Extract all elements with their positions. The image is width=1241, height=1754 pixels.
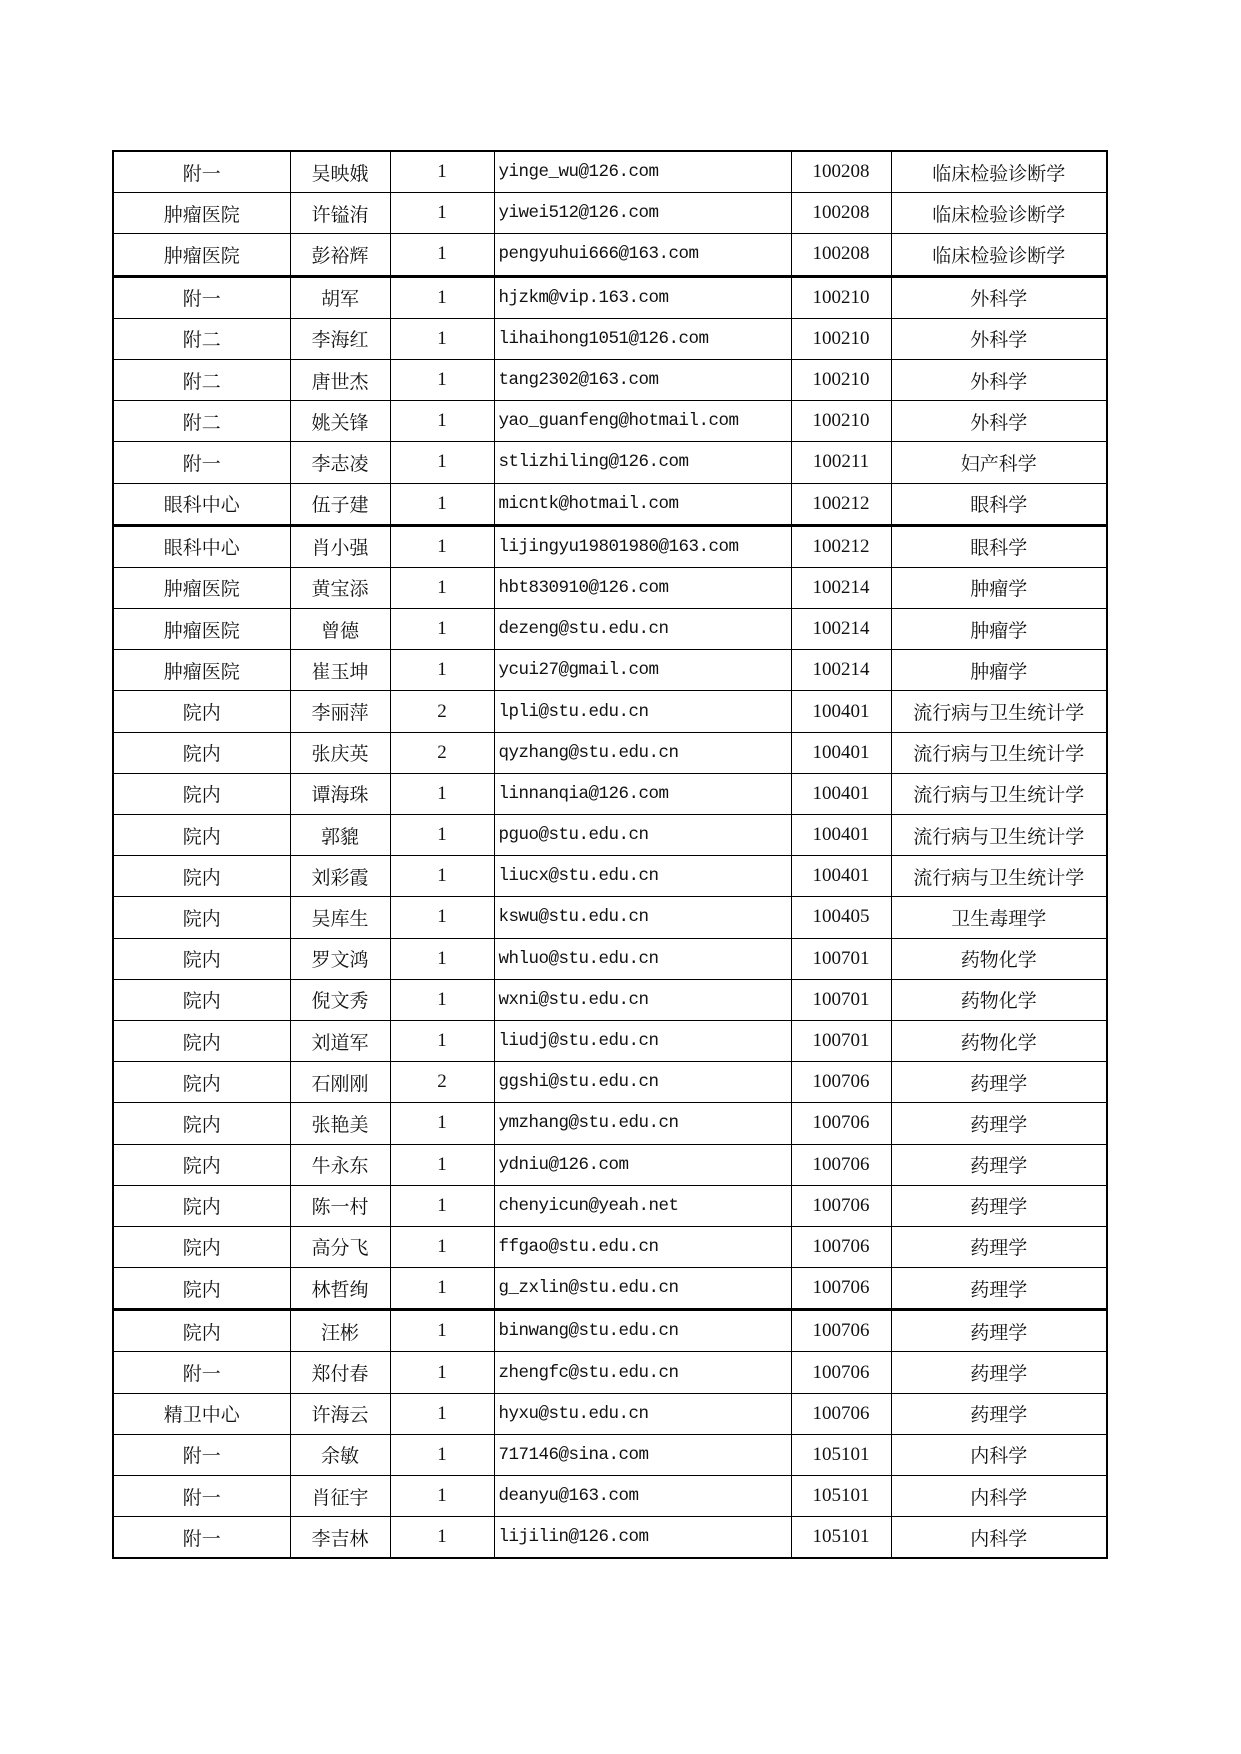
supervisor-table [112, 150, 1108, 1559]
unit-cell: 院内 [113, 1144, 290, 1185]
name-cell: 黄宝添 [290, 567, 390, 608]
major-cell: 流行病与卫生统计学 [891, 732, 1107, 773]
unit-cell: 眼科中心 [113, 525, 290, 567]
major-cell: 药理学 [891, 1062, 1107, 1103]
major-cell: 肿瘤学 [891, 567, 1107, 608]
major-cell: 内科学 [891, 1434, 1107, 1475]
count-cell: 1 [390, 1103, 494, 1144]
code-cell: 100706 [791, 1352, 891, 1393]
unit-cell: 院内 [113, 732, 290, 773]
table-row [113, 151, 1107, 193]
name-cell: 陈一村 [290, 1185, 390, 1226]
unit-cell: 院内 [113, 1268, 290, 1310]
name-cell: 彭裕辉 [290, 234, 390, 276]
code-cell: 100208 [791, 234, 891, 276]
unit-cell: 肿瘤医院 [113, 234, 290, 276]
email-cell: ffgao@stu.edu.cn [494, 1226, 791, 1267]
email-cell: linnanqia@126.com [494, 773, 791, 814]
name-cell: 余敏 [290, 1434, 390, 1475]
email-cell: whluo@stu.edu.cn [494, 938, 791, 979]
email-cell: stlizhiling@126.com [494, 442, 791, 483]
count-cell: 1 [390, 483, 494, 525]
code-cell: 100706 [791, 1226, 891, 1267]
unit-cell: 院内 [113, 773, 290, 814]
count-cell: 2 [390, 1062, 494, 1103]
email-cell: g_zxlin@stu.edu.cn [494, 1268, 791, 1310]
count-cell: 1 [390, 1517, 494, 1559]
code-cell: 100210 [791, 359, 891, 400]
unit-cell: 肿瘤医院 [113, 193, 290, 234]
name-cell: 牛永东 [290, 1144, 390, 1185]
name-cell: 崔玉坤 [290, 650, 390, 691]
name-cell: 石刚刚 [290, 1062, 390, 1103]
major-cell: 内科学 [891, 1476, 1107, 1517]
table-row [113, 1434, 1107, 1475]
major-cell: 药理学 [891, 1352, 1107, 1393]
count-cell: 1 [390, 609, 494, 650]
name-cell: 刘道军 [290, 1020, 390, 1061]
table-row [113, 1103, 1107, 1144]
email-cell: hbt830910@126.com [494, 567, 791, 608]
code-cell: 100214 [791, 609, 891, 650]
count-cell: 1 [390, 1476, 494, 1517]
count-cell: 1 [390, 234, 494, 276]
unit-cell: 肿瘤医院 [113, 609, 290, 650]
count-cell: 1 [390, 1185, 494, 1226]
code-cell: 100210 [791, 401, 891, 442]
code-cell: 100401 [791, 815, 891, 856]
count-cell: 1 [390, 567, 494, 608]
major-cell: 外科学 [891, 318, 1107, 359]
count-cell: 1 [390, 318, 494, 359]
major-cell: 临床检验诊断学 [891, 234, 1107, 276]
unit-cell: 肿瘤医院 [113, 567, 290, 608]
email-cell: liucx@stu.edu.cn [494, 856, 791, 897]
unit-cell: 院内 [113, 1226, 290, 1267]
major-cell: 外科学 [891, 401, 1107, 442]
email-cell: yinge_wu@126.com [494, 151, 791, 193]
code-cell: 100706 [791, 1268, 891, 1310]
major-cell: 流行病与卫生统计学 [891, 815, 1107, 856]
code-cell: 100706 [791, 1103, 891, 1144]
table-row [113, 979, 1107, 1020]
major-cell: 药物化学 [891, 979, 1107, 1020]
email-cell: 717146@sina.com [494, 1434, 791, 1475]
code-cell: 105101 [791, 1517, 891, 1559]
unit-cell: 附一 [113, 1476, 290, 1517]
major-cell: 肿瘤学 [891, 609, 1107, 650]
code-cell: 100706 [791, 1393, 891, 1434]
email-cell: dezeng@stu.edu.cn [494, 609, 791, 650]
major-cell: 流行病与卫生统计学 [891, 856, 1107, 897]
name-cell: 罗文鸿 [290, 938, 390, 979]
count-cell: 2 [390, 732, 494, 773]
email-cell: micntk@hotmail.com [494, 483, 791, 525]
code-cell: 100208 [791, 151, 891, 193]
major-cell: 药理学 [891, 1185, 1107, 1226]
code-cell: 100405 [791, 897, 891, 938]
count-cell: 1 [390, 359, 494, 400]
email-cell: ggshi@stu.edu.cn [494, 1062, 791, 1103]
name-cell: 刘彩霞 [290, 856, 390, 897]
table-row [113, 234, 1107, 276]
count-cell: 1 [390, 979, 494, 1020]
unit-cell: 附一 [113, 276, 290, 318]
count-cell: 1 [390, 276, 494, 318]
code-cell: 100214 [791, 567, 891, 608]
major-cell: 流行病与卫生统计学 [891, 773, 1107, 814]
email-cell: chenyicun@yeah.net [494, 1185, 791, 1226]
name-cell: 曾德 [290, 609, 390, 650]
name-cell: 高分飞 [290, 1226, 390, 1267]
table-row [113, 691, 1107, 732]
table-row [113, 567, 1107, 608]
table-row [113, 193, 1107, 234]
code-cell: 100211 [791, 442, 891, 483]
table-row [113, 938, 1107, 979]
table-row [113, 525, 1107, 567]
major-cell: 外科学 [891, 276, 1107, 318]
name-cell: 肖征宇 [290, 1476, 390, 1517]
unit-cell: 院内 [113, 979, 290, 1020]
code-cell: 100701 [791, 979, 891, 1020]
code-cell: 100214 [791, 650, 891, 691]
unit-cell: 院内 [113, 938, 290, 979]
name-cell: 李丽萍 [290, 691, 390, 732]
table-row [113, 1020, 1107, 1061]
count-cell: 1 [390, 1434, 494, 1475]
unit-cell: 精卫中心 [113, 1393, 290, 1434]
email-cell: lpli@stu.edu.cn [494, 691, 791, 732]
email-cell: zhengfc@stu.edu.cn [494, 1352, 791, 1393]
name-cell: 张庆英 [290, 732, 390, 773]
unit-cell: 院内 [113, 691, 290, 732]
code-cell: 100401 [791, 691, 891, 732]
name-cell: 吴映娥 [290, 151, 390, 193]
code-cell: 100210 [791, 276, 891, 318]
code-cell: 100212 [791, 483, 891, 525]
table-row [113, 1226, 1107, 1267]
count-cell: 1 [390, 525, 494, 567]
code-cell: 100212 [791, 525, 891, 567]
table-row [113, 609, 1107, 650]
code-cell: 100401 [791, 773, 891, 814]
code-cell: 105101 [791, 1476, 891, 1517]
table-row [113, 1062, 1107, 1103]
email-cell: hjzkm@vip.163.com [494, 276, 791, 318]
count-cell: 1 [390, 1268, 494, 1310]
major-cell: 药理学 [891, 1103, 1107, 1144]
name-cell: 唐世杰 [290, 359, 390, 400]
table-row [113, 1352, 1107, 1393]
code-cell: 105101 [791, 1434, 891, 1475]
email-cell: wxni@stu.edu.cn [494, 979, 791, 1020]
email-cell: lijilin@126.com [494, 1517, 791, 1559]
unit-cell: 肿瘤医院 [113, 650, 290, 691]
count-cell: 1 [390, 650, 494, 691]
unit-cell: 院内 [113, 1185, 290, 1226]
code-cell: 100706 [791, 1144, 891, 1185]
email-cell: kswu@stu.edu.cn [494, 897, 791, 938]
name-cell: 李吉林 [290, 1517, 390, 1559]
count-cell: 1 [390, 1310, 494, 1352]
email-cell: ycui27@gmail.com [494, 650, 791, 691]
unit-cell: 院内 [113, 1310, 290, 1352]
name-cell: 林哲绚 [290, 1268, 390, 1310]
email-cell: ymzhang@stu.edu.cn [494, 1103, 791, 1144]
name-cell: 吴库生 [290, 897, 390, 938]
count-cell: 1 [390, 897, 494, 938]
name-cell: 李海红 [290, 318, 390, 359]
table-row [113, 897, 1107, 938]
code-cell: 100401 [791, 856, 891, 897]
unit-cell: 附一 [113, 1517, 290, 1559]
email-cell: deanyu@163.com [494, 1476, 791, 1517]
major-cell: 药理学 [891, 1393, 1107, 1434]
code-cell: 100706 [791, 1062, 891, 1103]
table-row [113, 276, 1107, 318]
code-cell: 100210 [791, 318, 891, 359]
name-cell: 郭貔 [290, 815, 390, 856]
table-row [113, 1393, 1107, 1434]
count-cell: 1 [390, 401, 494, 442]
name-cell: 胡军 [290, 276, 390, 318]
email-cell: yiwei512@126.com [494, 193, 791, 234]
table-row [113, 815, 1107, 856]
name-cell: 张艳美 [290, 1103, 390, 1144]
unit-cell: 院内 [113, 856, 290, 897]
name-cell: 伍子建 [290, 483, 390, 525]
unit-cell: 附二 [113, 401, 290, 442]
major-cell: 流行病与卫生统计学 [891, 691, 1107, 732]
unit-cell: 院内 [113, 1020, 290, 1061]
email-cell: pengyuhui666@163.com [494, 234, 791, 276]
table-row [113, 318, 1107, 359]
count-cell: 1 [390, 193, 494, 234]
table-row [113, 1476, 1107, 1517]
table-row [113, 732, 1107, 773]
count-cell: 1 [390, 1393, 494, 1434]
table-row [113, 650, 1107, 691]
email-cell: yao_guanfeng@hotmail.com [494, 401, 791, 442]
major-cell: 药理学 [891, 1226, 1107, 1267]
major-cell: 药理学 [891, 1310, 1107, 1352]
unit-cell: 附二 [113, 318, 290, 359]
email-cell: lihaihong1051@126.com [494, 318, 791, 359]
table-row [113, 1144, 1107, 1185]
count-cell: 1 [390, 773, 494, 814]
table-row [113, 1185, 1107, 1226]
table-row [113, 1268, 1107, 1310]
code-cell: 100208 [791, 193, 891, 234]
table-row [113, 442, 1107, 483]
count-cell: 2 [390, 691, 494, 732]
table-row [113, 401, 1107, 442]
unit-cell: 附一 [113, 1434, 290, 1475]
major-cell: 临床检验诊断学 [891, 193, 1107, 234]
unit-cell: 附二 [113, 359, 290, 400]
table-row [113, 359, 1107, 400]
unit-cell: 眼科中心 [113, 483, 290, 525]
name-cell: 姚关锋 [290, 401, 390, 442]
count-cell: 1 [390, 1144, 494, 1185]
name-cell: 郑付春 [290, 1352, 390, 1393]
count-cell: 1 [390, 1352, 494, 1393]
table-row [113, 773, 1107, 814]
code-cell: 100701 [791, 1020, 891, 1061]
unit-cell: 院内 [113, 815, 290, 856]
email-cell: tang2302@163.com [494, 359, 791, 400]
email-cell: pguo@stu.edu.cn [494, 815, 791, 856]
unit-cell: 院内 [113, 1103, 290, 1144]
major-cell: 药物化学 [891, 938, 1107, 979]
major-cell: 内科学 [891, 1517, 1107, 1559]
name-cell: 许镒洧 [290, 193, 390, 234]
email-cell: lijingyu19801980@163.com [494, 525, 791, 567]
count-cell: 1 [390, 938, 494, 979]
count-cell: 1 [390, 856, 494, 897]
major-cell: 眼科学 [891, 483, 1107, 525]
code-cell: 100706 [791, 1310, 891, 1352]
email-cell: liudj@stu.edu.cn [494, 1020, 791, 1061]
major-cell: 外科学 [891, 359, 1107, 400]
count-cell: 1 [390, 815, 494, 856]
name-cell: 倪文秀 [290, 979, 390, 1020]
major-cell: 临床检验诊断学 [891, 151, 1107, 193]
unit-cell: 附一 [113, 151, 290, 193]
unit-cell: 附一 [113, 1352, 290, 1393]
major-cell: 药理学 [891, 1268, 1107, 1310]
major-cell: 肿瘤学 [891, 650, 1107, 691]
count-cell: 1 [390, 1020, 494, 1061]
name-cell: 李志凌 [290, 442, 390, 483]
code-cell: 100401 [791, 732, 891, 773]
code-cell: 100706 [791, 1185, 891, 1226]
major-cell: 卫生毒理学 [891, 897, 1107, 938]
unit-cell: 院内 [113, 1062, 290, 1103]
email-cell: hyxu@stu.edu.cn [494, 1393, 791, 1434]
email-cell: ydniu@126.com [494, 1144, 791, 1185]
code-cell: 100701 [791, 938, 891, 979]
name-cell: 谭海珠 [290, 773, 390, 814]
email-cell: qyzhang@stu.edu.cn [494, 732, 791, 773]
name-cell: 肖小强 [290, 525, 390, 567]
unit-cell: 院内 [113, 897, 290, 938]
table-row [113, 856, 1107, 897]
table-row [113, 1517, 1107, 1559]
email-cell: binwang@stu.edu.cn [494, 1310, 791, 1352]
count-cell: 1 [390, 1226, 494, 1267]
name-cell: 许海云 [290, 1393, 390, 1434]
major-cell: 药物化学 [891, 1020, 1107, 1061]
table-row [113, 483, 1107, 525]
major-cell: 妇产科学 [891, 442, 1107, 483]
unit-cell: 附一 [113, 442, 290, 483]
count-cell: 1 [390, 151, 494, 193]
major-cell: 药理学 [891, 1144, 1107, 1185]
name-cell: 汪彬 [290, 1310, 390, 1352]
major-cell: 眼科学 [891, 525, 1107, 567]
table-row [113, 1310, 1107, 1352]
count-cell: 1 [390, 442, 494, 483]
